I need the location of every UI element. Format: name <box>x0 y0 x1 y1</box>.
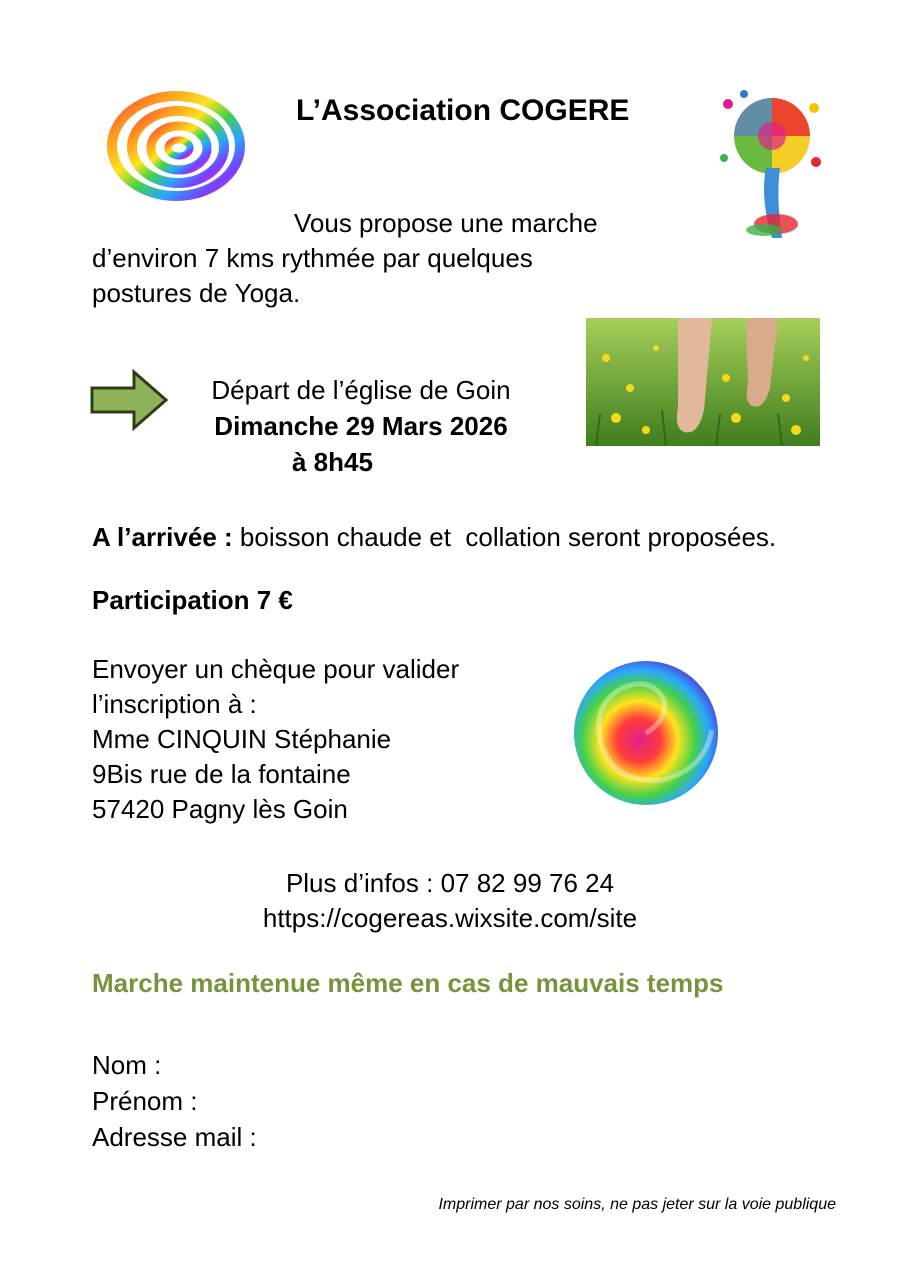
arrival-text: boisson chaude et collation seront proposées. <box>232 522 777 552</box>
rainbow-spiral-logo <box>107 90 245 202</box>
intro-text <box>92 206 598 311</box>
address-line-2: l’inscription à : <box>92 689 257 719</box>
departure-place: Départ de l’église de Goin <box>211 375 511 405</box>
rainbow-swirl-image <box>572 660 720 806</box>
arrival-label: A l’arrivée : <box>92 522 233 552</box>
address-street: 9Bis rue de la fontaine <box>92 759 351 789</box>
page-title: L’Association COGERE <box>296 94 630 127</box>
departure-info <box>180 372 542 480</box>
right-arrow-icon <box>88 368 170 432</box>
form-nom-label: Nom : <box>92 1050 162 1080</box>
registration-form <box>92 1047 257 1155</box>
footer-note: Imprimer par nos soins, ne pas jeter sur la voie publique <box>438 1196 836 1213</box>
barefoot-grass-photo <box>586 318 820 446</box>
participation-fee: Participation 7 € <box>92 585 293 615</box>
form-email-label: Adresse mail : <box>92 1122 257 1152</box>
weather-notice: Marche maintenue même en cas de mauvais temps <box>92 968 724 998</box>
departure-time: à 8h45 <box>292 447 373 477</box>
address-line-1: Envoyer un chèque pour valider <box>92 654 460 684</box>
form-prenom-label: Prénom : <box>92 1086 198 1116</box>
address-city: 57420 Pagny lès Goin <box>92 794 348 824</box>
contact-phone: Plus d’infos : 07 82 99 76 24 <box>285 868 615 898</box>
colorful-tree-drawing <box>716 88 824 246</box>
intro-line-1: Vous propose une marche <box>294 208 598 238</box>
intro-line-3: postures de Yoga. <box>92 278 301 308</box>
departure-date: Dimanche 29 Mars 2026 <box>214 411 508 441</box>
contact-website[interactable]: https://cogereas.wixsite.com/site <box>262 903 638 933</box>
contact-info <box>0 866 900 936</box>
address-name: Mme CINQUIN Stéphanie <box>92 724 392 754</box>
intro-line-2: d’environ 7 kms rythmée par quelques <box>92 243 533 273</box>
mailing-address <box>92 652 459 827</box>
arrival-info <box>92 522 776 553</box>
